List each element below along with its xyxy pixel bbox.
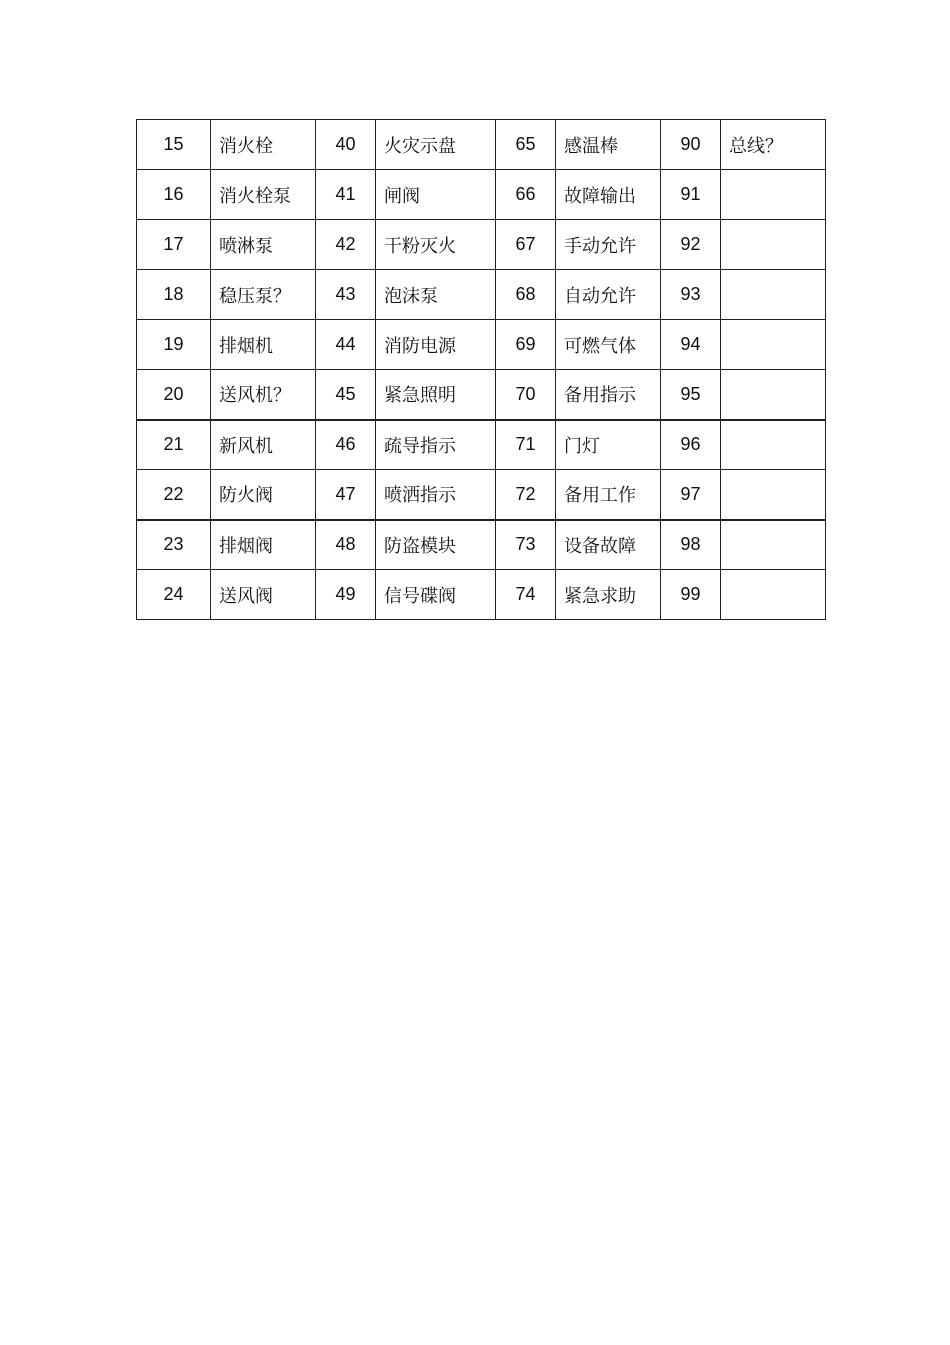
code-number: 96 bbox=[661, 420, 721, 470]
device-name: 泡沫泵 bbox=[376, 270, 496, 320]
code-number: 41 bbox=[316, 170, 376, 220]
device-name bbox=[721, 220, 826, 270]
device-name: 喷洒指示 bbox=[376, 470, 496, 520]
code-number: 44 bbox=[316, 320, 376, 370]
device-name: 故障输出 bbox=[556, 170, 661, 220]
code-number: 69 bbox=[496, 320, 556, 370]
code-number: 95 bbox=[661, 370, 721, 420]
device-name: 备用工作 bbox=[556, 470, 661, 520]
device-name: 排烟阀 bbox=[211, 520, 316, 570]
table-row bbox=[137, 370, 826, 420]
device-name: 手动允许 bbox=[556, 220, 661, 270]
table-row bbox=[137, 170, 826, 220]
code-number: 91 bbox=[661, 170, 721, 220]
device-name: 消火栓 bbox=[211, 120, 316, 170]
code-number: 45 bbox=[316, 370, 376, 420]
device-name: 门灯 bbox=[556, 420, 661, 470]
code-number: 90 bbox=[661, 120, 721, 170]
device-name bbox=[721, 370, 826, 420]
table-row bbox=[137, 270, 826, 320]
device-name: 感温棒 bbox=[556, 120, 661, 170]
device-name: 总线？ bbox=[721, 120, 826, 170]
device-name bbox=[721, 520, 826, 570]
table-row bbox=[137, 420, 826, 470]
code-number: 18 bbox=[137, 270, 211, 320]
device-name: 疏导指示 bbox=[376, 420, 496, 470]
device-name bbox=[721, 570, 826, 620]
device-name: 防盗模块 bbox=[376, 520, 496, 570]
code-number: 94 bbox=[661, 320, 721, 370]
code-number: 66 bbox=[496, 170, 556, 220]
code-number: 21 bbox=[137, 420, 211, 470]
device-name: 备用指示 bbox=[556, 370, 661, 420]
device-name bbox=[721, 420, 826, 470]
code-number: 16 bbox=[137, 170, 211, 220]
code-number: 99 bbox=[661, 570, 721, 620]
device-name: 干粉灭火 bbox=[376, 220, 496, 270]
device-name bbox=[721, 470, 826, 520]
code-number: 43 bbox=[316, 270, 376, 320]
code-number: 47 bbox=[316, 470, 376, 520]
code-number: 46 bbox=[316, 420, 376, 470]
code-number: 42 bbox=[316, 220, 376, 270]
device-name bbox=[721, 170, 826, 220]
code-number: 24 bbox=[137, 570, 211, 620]
device-name: 闸阀 bbox=[376, 170, 496, 220]
code-number: 19 bbox=[137, 320, 211, 370]
code-number: 71 bbox=[496, 420, 556, 470]
table-row bbox=[137, 120, 826, 170]
device-name bbox=[721, 270, 826, 320]
device-name: 可燃气体 bbox=[556, 320, 661, 370]
code-number: 68 bbox=[496, 270, 556, 320]
table-row bbox=[137, 320, 826, 370]
code-number: 40 bbox=[316, 120, 376, 170]
device-name: 新风机 bbox=[211, 420, 316, 470]
device-name: 送风阀 bbox=[211, 570, 316, 620]
device-name: 紧急照明 bbox=[376, 370, 496, 420]
code-number: 49 bbox=[316, 570, 376, 620]
device-name: 消防电源 bbox=[376, 320, 496, 370]
code-number: 93 bbox=[661, 270, 721, 320]
code-number: 17 bbox=[137, 220, 211, 270]
code-number: 48 bbox=[316, 520, 376, 570]
code-number: 15 bbox=[137, 120, 211, 170]
device-name: 火灾示盘 bbox=[376, 120, 496, 170]
table-row bbox=[137, 220, 826, 270]
code-number: 73 bbox=[496, 520, 556, 570]
code-number: 97 bbox=[661, 470, 721, 520]
code-number: 67 bbox=[496, 220, 556, 270]
device-name: 送风机？ bbox=[211, 370, 316, 420]
table-row bbox=[137, 570, 826, 620]
code-number: 65 bbox=[496, 120, 556, 170]
code-number: 20 bbox=[137, 370, 211, 420]
device-name: 喷淋泵 bbox=[211, 220, 316, 270]
code-number: 98 bbox=[661, 520, 721, 570]
code-number: 22 bbox=[137, 470, 211, 520]
code-number: 92 bbox=[661, 220, 721, 270]
device-name: 自动允许 bbox=[556, 270, 661, 320]
device-name: 设备故障 bbox=[556, 520, 661, 570]
code-number: 23 bbox=[137, 520, 211, 570]
device-name: 排烟机 bbox=[211, 320, 316, 370]
device-name: 防火阀 bbox=[211, 470, 316, 520]
code-number: 74 bbox=[496, 570, 556, 620]
device-name: 信号碟阀 bbox=[376, 570, 496, 620]
table-row bbox=[137, 470, 826, 520]
code-number: 72 bbox=[496, 470, 556, 520]
device-code-table bbox=[136, 119, 826, 620]
device-name: 消火栓泵 bbox=[211, 170, 316, 220]
table-row bbox=[137, 520, 826, 570]
device-name bbox=[721, 320, 826, 370]
code-number: 70 bbox=[496, 370, 556, 420]
device-name: 紧急求助 bbox=[556, 570, 661, 620]
device-name: 稳压泵？ bbox=[211, 270, 316, 320]
